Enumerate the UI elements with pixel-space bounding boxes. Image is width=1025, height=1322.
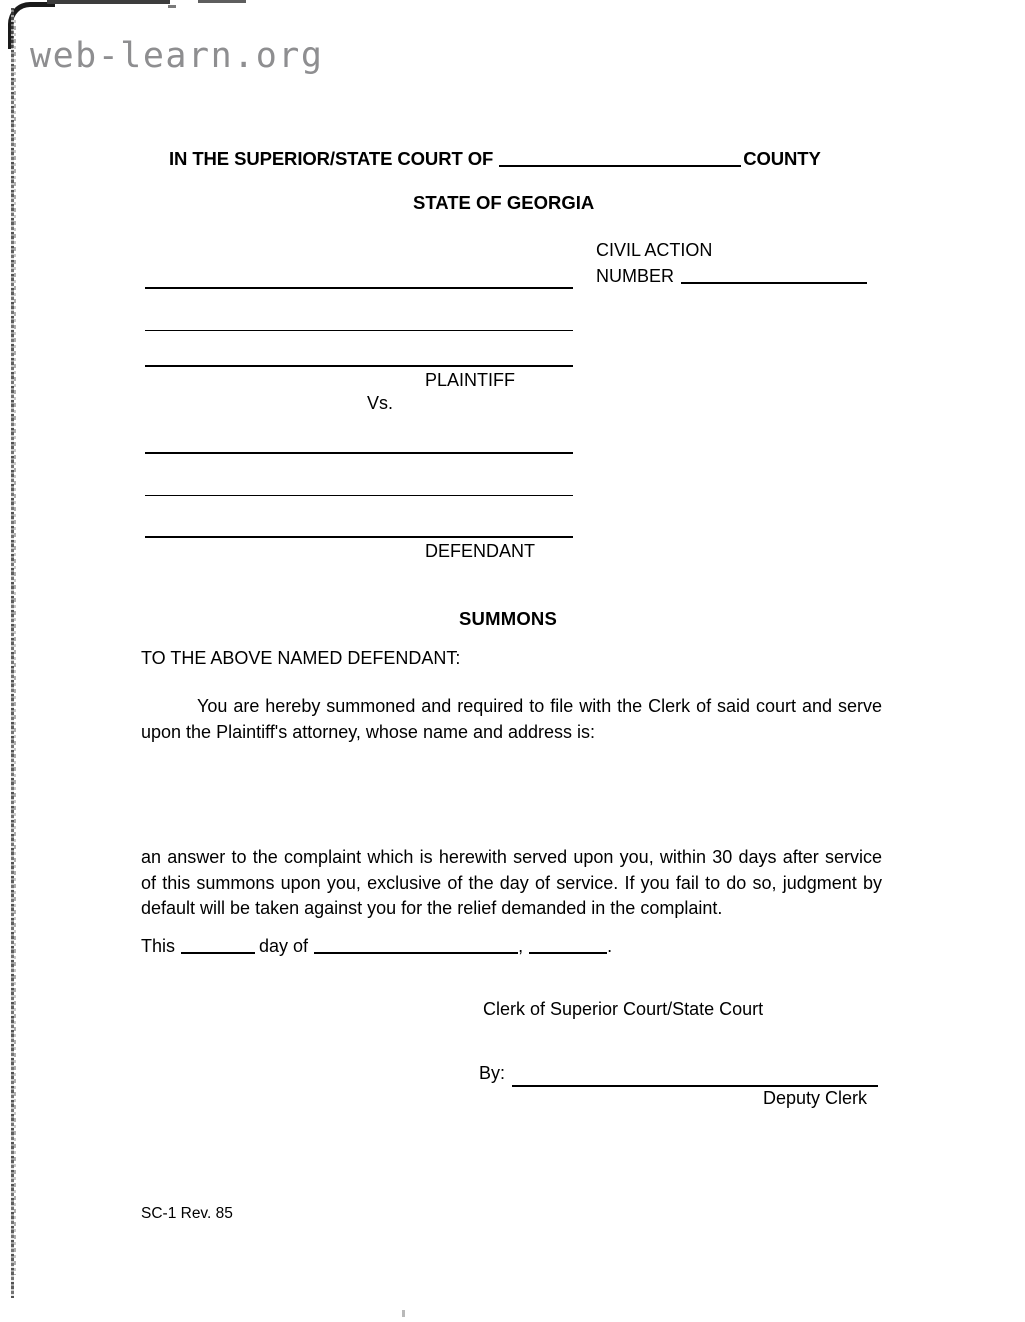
summons-title: SUMMONS xyxy=(459,608,558,629)
state-heading: STATE OF GEORGIA xyxy=(413,192,595,213)
deputy-clerk-label: Deputy Clerk xyxy=(763,1088,868,1108)
plaintiff-blank-line-3[interactable] xyxy=(145,365,573,367)
date-comma: , xyxy=(518,936,524,956)
county-blank-field[interactable] xyxy=(499,165,741,167)
defendant-label: DEFENDANT xyxy=(425,541,536,561)
defendant-blank-line-1[interactable] xyxy=(145,452,573,454)
civil-action-label-line1: CIVIL ACTION xyxy=(596,240,713,260)
clerk-title: Clerk of Superior Court/State Court xyxy=(483,999,764,1019)
date-period: . xyxy=(607,936,613,956)
day-blank-field[interactable] xyxy=(181,952,255,954)
summons-paragraph-1: You are hereby summoned and required to file with the Clerk of said court and serve upon the Plaintiff's attorney, whose name and address is: xyxy=(141,696,882,742)
defendant-blank-line-3[interactable] xyxy=(145,536,573,538)
watermark-text: web-learn.org xyxy=(30,36,324,76)
month-blank-field[interactable] xyxy=(314,952,518,954)
addressee-line: TO THE ABOVE NAMED DEFENDANT: xyxy=(141,648,461,668)
year-blank-field[interactable] xyxy=(529,952,607,954)
court-heading xyxy=(169,148,821,170)
court-heading-suffix: COUNTY xyxy=(743,148,821,169)
by-label: By: xyxy=(479,1063,506,1083)
plaintiff-blank-line-1[interactable] xyxy=(145,287,573,289)
civil-action-label-line2: NUMBER xyxy=(596,266,675,286)
date-this-word: This xyxy=(141,936,176,956)
summons-paragraph-2: an answer to the complaint which is herewith served upon you, within 30 days after service of this summons upon you, exclusive of the day of service. If you fail to do so, judgment by default will be taken against you for the relief demanded in the complaint. xyxy=(141,847,882,918)
date-line xyxy=(141,936,612,957)
defendant-blank-line-2[interactable] xyxy=(145,495,573,496)
court-heading-prefix: IN THE SUPERIOR/STATE COURT OF xyxy=(169,148,494,169)
plaintiff-blank-line-2[interactable] xyxy=(145,330,573,331)
versus-label: Vs. xyxy=(367,393,394,413)
form-code-footer: SC-1 Rev. 85 xyxy=(141,1205,233,1222)
signature-blank-field[interactable] xyxy=(512,1085,878,1087)
civil-action-number-block xyxy=(596,237,867,289)
civil-action-number-blank-field[interactable] xyxy=(681,282,867,284)
date-day-of-words: day of xyxy=(259,936,309,956)
plaintiff-label: PLAINTIFF xyxy=(425,370,516,390)
